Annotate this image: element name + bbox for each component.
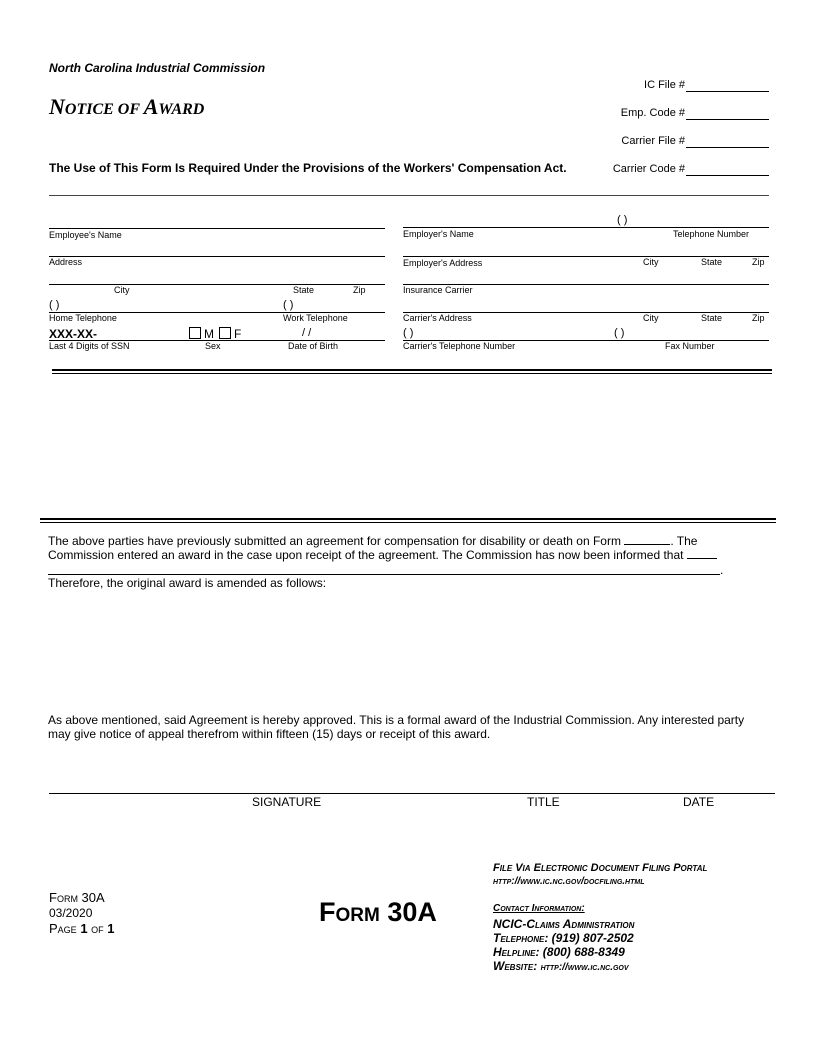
award-paragraph-line1: [48, 534, 768, 548]
footer-revision: 03/2020: [49, 906, 93, 920]
employee-address-label: Address: [49, 257, 83, 267]
requirement-part2: the Provisions of the Workers' Compensation Act.: [281, 161, 567, 175]
employee-city-label: City: [114, 285, 130, 295]
section-divider-top-2: [52, 373, 772, 374]
informed-that-blank[interactable]: [687, 558, 717, 559]
ic-file-label: IC File #: [644, 79, 685, 91]
website-label: Website:: [493, 959, 538, 973]
dob-slashes: / /: [302, 327, 312, 339]
form-title: [49, 94, 204, 120]
dob-label: Date of Birth: [288, 341, 339, 351]
sex-male-checkbox[interactable]: [189, 327, 201, 339]
requirement-part1: The Use of This Form Is Required Under: [49, 161, 282, 175]
employer-state-label: State: [701, 257, 723, 267]
approval-paragraph: As above mentioned, said Agreement is hereby approved. This is a formal award of the Industrial Commission. Any interested party may give notice of appeal therefrom within fifteen (15) days or receipt of this award.: [48, 713, 745, 741]
page-total: 1: [107, 921, 115, 936]
fax-parens: ( ): [614, 327, 625, 339]
contact-helpline: Helpline: (800) 688-8349: [493, 945, 625, 959]
page-number: 1: [80, 921, 88, 936]
title-a: A: [143, 94, 159, 119]
award-text-c: Commission entered an award in the case upon receipt of the agreement. The Commission has now been informed that: [48, 548, 684, 562]
signature-line[interactable]: [49, 793, 775, 794]
carrier-code-label: Carrier Code #: [612, 163, 685, 175]
sex-male-label: M: [204, 327, 214, 341]
home-telephone-label: Home Telephone: [49, 313, 117, 323]
footer-form-name: Form 30A: [49, 890, 105, 905]
sex-options: [189, 327, 241, 341]
employer-name-label: Employer's Name: [403, 229, 474, 239]
employer-telephone-label: Telephone Number: [673, 229, 750, 239]
sex-label: Sex: [205, 341, 221, 351]
emp-code-label: Emp. Code #: [620, 107, 685, 119]
employer-phone-parens: ( ): [617, 214, 628, 226]
award-text-a: The above parties have previously submitted an agreement for compensation for disability or death on Form: [48, 534, 621, 548]
insurance-carrier-label: Insurance Carrier: [403, 285, 473, 295]
efile-line: File Via Electronic Document Filing Portal: [493, 862, 708, 874]
date-label: DATE: [683, 795, 715, 809]
award-paragraph-line2: [48, 548, 768, 562]
footer-page: [49, 921, 115, 936]
contact-website: [493, 959, 629, 973]
form-number-blank[interactable]: [624, 544, 670, 545]
employer-zip-label: Zip: [752, 257, 765, 267]
carrier-telephone-label: Carrier's Telephone Number: [403, 341, 516, 351]
page-of: of: [91, 921, 104, 936]
carrier-file-label: Carrier File #: [621, 135, 685, 147]
period-mark: .: [720, 563, 724, 577]
award-paragraph-line3: Therefore, the original award is amended as follows:: [48, 576, 327, 590]
carrier-city-label: City: [643, 313, 659, 323]
employee-address-field[interactable]: [49, 256, 385, 257]
efile-url[interactable]: http://www.ic.nc.gov/docfiling.html: [493, 876, 645, 887]
emp-code-field[interactable]: [686, 119, 769, 120]
signature-label: SIGNATURE: [252, 795, 322, 809]
fax-number-label: Fax Number: [665, 341, 715, 351]
agency-name: North Carolina Industrial Commission: [49, 61, 266, 75]
carrier-phone-parens: ( ): [403, 327, 414, 339]
section-divider-mid-2: [40, 522, 776, 523]
section-divider-top: [52, 369, 772, 371]
website-url[interactable]: http://www.ic.nc.gov: [540, 962, 629, 973]
title-otice: OTICE OF: [64, 101, 144, 118]
award-text-b: . The: [670, 534, 698, 548]
informed-that-line[interactable]: [48, 574, 720, 575]
employer-address-label: Employer's Address: [403, 258, 483, 268]
employee-name-label: Employee's Name: [49, 230, 122, 240]
carrier-zip-label: Zip: [752, 313, 765, 323]
page-word: Page: [49, 921, 77, 936]
employer-name-field[interactable]: [403, 227, 769, 228]
title-ward: WARD: [158, 101, 205, 118]
sex-female-checkbox[interactable]: [219, 327, 231, 339]
ssn-label: Last 4 Digits of SSN: [49, 341, 130, 351]
header-divider: [49, 195, 769, 196]
contact-department: NCIC-Claims Administration: [493, 917, 635, 931]
ic-file-field[interactable]: [686, 91, 769, 92]
employee-city-state-zip-field[interactable]: [49, 284, 385, 285]
carrier-address-label: Carrier's Address: [403, 313, 472, 323]
contact-telephone: Telephone: (919) 807-2502: [493, 931, 634, 945]
title-n: N: [49, 94, 65, 119]
ssn-prefix: XXX-XX-: [49, 327, 98, 341]
section-divider-mid: [40, 518, 776, 520]
home-phone-parens: ( ): [49, 299, 60, 311]
title-label: TITLE: [527, 795, 560, 809]
carrier-file-field[interactable]: [686, 147, 769, 148]
employee-state-label: State: [293, 285, 315, 295]
carrier-code-field[interactable]: [686, 175, 769, 176]
employee-name-field[interactable]: [49, 228, 385, 229]
work-telephone-label: Work Telephone: [283, 313, 348, 323]
employer-city-label: City: [643, 257, 659, 267]
requirement-statement: [49, 161, 567, 175]
carrier-state-label: State: [701, 313, 723, 323]
work-phone-parens: ( ): [283, 299, 294, 311]
sex-female-label: F: [234, 327, 242, 341]
employee-zip-label: Zip: [353, 285, 366, 295]
footer-big-form-title: Form 30A: [319, 897, 437, 927]
contact-header: Contact Information:: [493, 903, 585, 914]
